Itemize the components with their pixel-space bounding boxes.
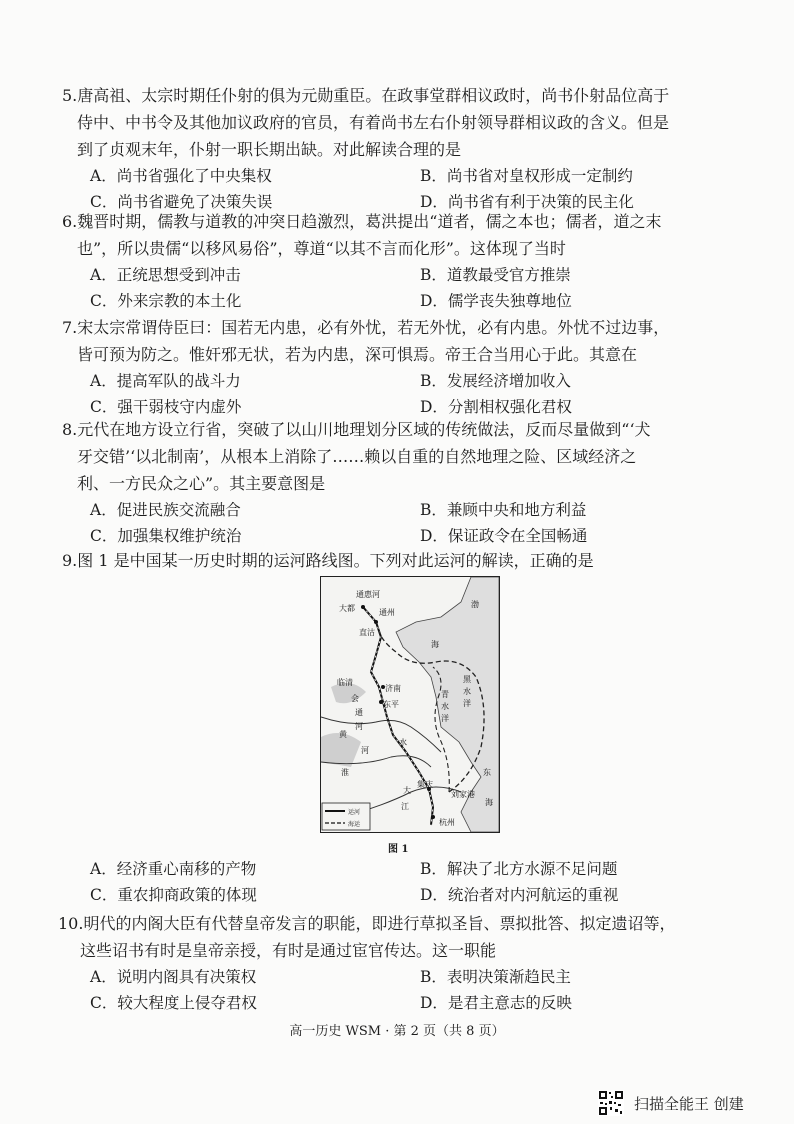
- watermark-text: 扫描全能王 创建: [634, 1094, 744, 1113]
- option-a: A．经济重心南移的产物: [90, 860, 257, 878]
- label-jiang: 江: [401, 802, 409, 811]
- label-hai2: 海: [485, 798, 493, 807]
- option-b: B．道教最受官方推崇: [420, 266, 571, 284]
- city-dot: [374, 620, 378, 624]
- question-text: 明代的内阁大臣有代替皇帝发言的职能，即进行草拟圣旨、票拟批答、拟定遗诏等，: [83, 914, 676, 933]
- option-c: C．较大程度上侵夺君权: [90, 994, 257, 1012]
- label-jiqing: 集庆: [417, 780, 433, 789]
- question-text: 利、一方民众之心”。其主要意图是: [77, 474, 326, 493]
- question-9-options: [62, 856, 762, 908]
- question-text: 皆可预为防之。惟奸邪无状，若为内患，深可惧焉。帝王合当用心于此。其意在: [77, 345, 638, 364]
- label-liujiagang: 刘家港: [451, 790, 475, 799]
- option-c: C．外来宗教的本土化: [90, 292, 242, 310]
- label-shui3: 水: [399, 738, 407, 747]
- option-a: A．尚书省强化了中央集权: [90, 167, 272, 185]
- page-footer: 高一历史 WSM · 第 2 页（共 8 页）: [289, 1024, 505, 1039]
- option-d: D．分割相权强化君权: [420, 398, 572, 416]
- option-b: B．兼顾中央和地方利益: [420, 501, 587, 519]
- label-zhigu: 直沽: [359, 628, 375, 637]
- label-tongzhou: 通州: [379, 608, 395, 617]
- question-number: 5.: [62, 86, 78, 105]
- city-dot: [361, 605, 365, 609]
- question-8: [62, 416, 762, 549]
- question-text: 这些诏书有时是皇帝亲授，有时是通过宦官传达。这一职能: [80, 941, 497, 960]
- label-da: 大: [403, 786, 411, 795]
- option-a: A．说明内阁具有决策权: [90, 968, 257, 986]
- city-dot: [431, 815, 435, 819]
- question-text: 唐高祖、太宗时期任仆射的俱为元勋重臣。在政事堂群相议政时，尚书仆射品位高于: [77, 86, 670, 105]
- question-text: 魏晋时期，儒教与道教的冲突日趋激烈，葛洪提出“道者，儒之本也；儒者，道之末: [77, 212, 662, 231]
- label-hei: 黑: [463, 675, 471, 684]
- option-d: D．统治者对内河航运的重视: [420, 886, 619, 904]
- question-text: 也”，所以贵儒“以移风易俗”，尊道“以其不言而化形”。这体现了当时: [77, 239, 566, 258]
- question-text: 到了贞观末年，仆射一职长期出缺。对此解读合理的是: [77, 140, 462, 159]
- legend-sea-label: 海运: [348, 821, 361, 828]
- label-hai: 海: [431, 640, 439, 649]
- question-7: [62, 314, 762, 420]
- option-d: D．是君主意志的反映: [420, 994, 572, 1012]
- label-yang2: 洋: [463, 699, 471, 708]
- option-b: B．解决了北方水源不足问题: [420, 860, 618, 878]
- question-number: 9.: [62, 551, 78, 570]
- scanner-watermark: [598, 1090, 744, 1116]
- question-9: [62, 547, 762, 574]
- label-qing: 青: [441, 690, 449, 699]
- option-b: B．尚书省对皇权形成一定制约: [420, 167, 633, 185]
- question-text: 宋太宗常谓侍臣曰：国若无内患，必有外忧，若无外忧，必有内患。外忧不过边事，: [77, 318, 670, 337]
- question-number: 10.: [58, 914, 84, 933]
- label-shui2: 水: [463, 687, 471, 696]
- label-linqing: 临清: [337, 678, 353, 687]
- question-text: 元代在地方设立行省，突破了以山川地理划分区域的传统做法，反而尽量做到“‘犬: [77, 420, 651, 439]
- label-he: 河: [361, 746, 369, 755]
- label-dadu: 大都: [339, 604, 355, 613]
- option-a: A．促进民族交流融合: [90, 501, 241, 519]
- figure-caption: 图 1: [388, 844, 409, 855]
- label-shui: 水: [441, 702, 449, 711]
- option-c: C．尚书省避免了决策失误: [90, 193, 273, 211]
- label-tong: 通: [355, 708, 363, 717]
- label-bo: 渤: [471, 600, 479, 609]
- label-hui: 会: [351, 694, 359, 703]
- question-text: 牙交错’‘以北制南’，从根本上消除了……赖以自重的自然地理之险、区域经济之: [77, 447, 637, 466]
- question-number: 8.: [62, 420, 78, 439]
- question-text: 侍中、中书令及其他加议政府的官员，有着尚书左右仆射领导群相议政的含义。但是: [77, 113, 670, 132]
- option-c: C．加强集权维护统治: [90, 527, 242, 545]
- question-6: [62, 208, 762, 314]
- question-10: [58, 910, 758, 1016]
- option-d: D．保证政令在全国畅通: [420, 527, 588, 545]
- option-c: C．重农抑商政策的体现: [90, 886, 257, 904]
- question-5: [62, 82, 762, 215]
- legend-box: [322, 803, 370, 830]
- label-dongping: 东平: [383, 700, 399, 709]
- option-d: D．儒学丧失独尊地位: [420, 292, 572, 310]
- option-b: B．表明决策渐趋民主: [420, 968, 571, 986]
- label-huai: 淮: [341, 768, 349, 777]
- question-text: 图 1 是中国某一历史时期的运河路线图。下列对此运河的解读，正确的是: [77, 551, 594, 570]
- option-b: B．发展经济增加收入: [420, 372, 571, 390]
- question-number: 6.: [62, 212, 78, 231]
- option-d: D．尚书省有利于决策的民主化: [420, 193, 634, 211]
- label-jinan: 济南: [385, 684, 401, 693]
- legend-canal-label: 运河: [348, 809, 361, 816]
- label-tonghuihe: 通惠河: [356, 590, 380, 599]
- canal-map: [320, 576, 500, 833]
- label-dong: 东: [483, 768, 491, 777]
- question-number: 7.: [62, 318, 78, 337]
- label-yang: 洋: [441, 714, 449, 723]
- option-c: C．强干弱枝守内虚外: [90, 398, 242, 416]
- canal-map-svg: [321, 577, 499, 832]
- option-a: A．提高军队的战斗力: [90, 372, 241, 390]
- qr-code-icon: [598, 1090, 624, 1116]
- label-he-canal: 河: [355, 722, 363, 731]
- label-hangzhou: 杭州: [439, 818, 455, 827]
- label-huang: 黄: [339, 730, 347, 739]
- option-a: A．正统思想受到冲击: [90, 266, 241, 284]
